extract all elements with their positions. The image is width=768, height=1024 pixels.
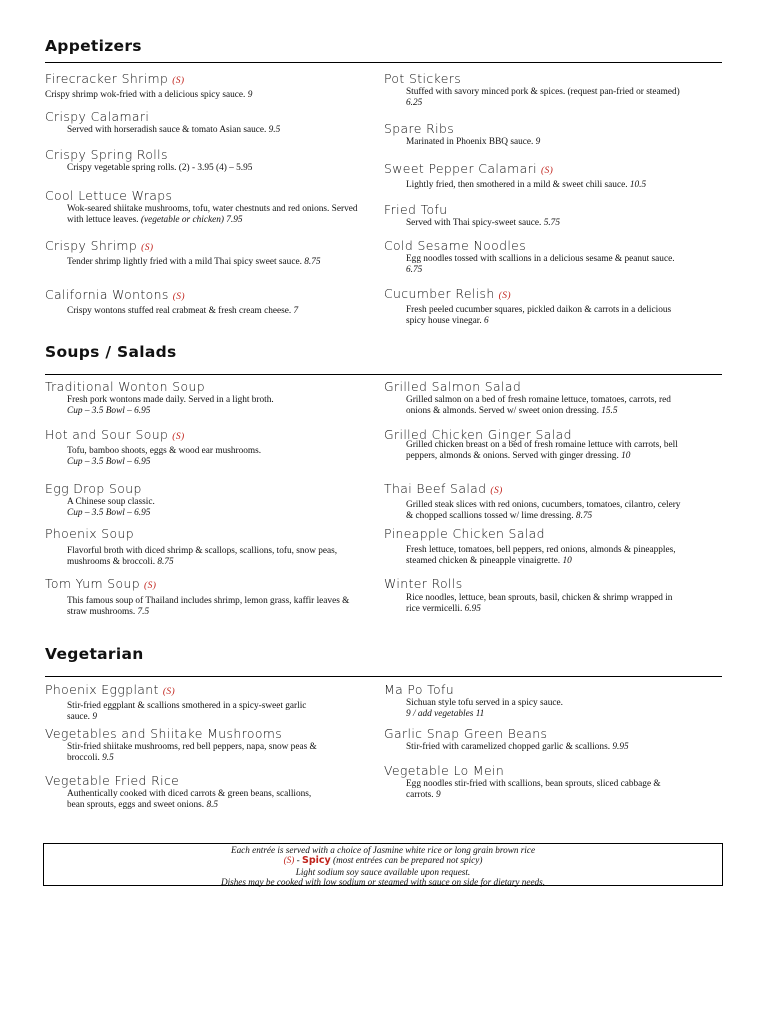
item-desc: Grilled salmon on a bed of fresh romaine lettuce, tomatoes, carrots, red onions & almonds. Served w/ sweet onion dressing. (406, 395, 671, 416)
menu-item (384, 202, 684, 229)
menu-item (45, 71, 365, 101)
item-desc: Wok-seared shiitake mushrooms, tofu, water chestnuts and red onions. Served with lettuce leaves. (67, 204, 358, 225)
item-name: Egg Drop Soup (45, 481, 142, 496)
item-price: Cup – 3.5 Bowl – 6.95 (67, 457, 151, 467)
item-price: 8.75 (304, 257, 321, 267)
appetizers-rule (45, 62, 722, 63)
menu-item (384, 71, 684, 109)
item-name: Vegetable Fried Rice (45, 773, 180, 788)
item-desc: Egg noodles tossed with scallions in a delicious sesame & peanut sauce. (406, 254, 675, 264)
item-name: Phoenix Soup (45, 526, 135, 541)
item-name: Vegetables and Shiitake Mushrooms (45, 726, 283, 741)
menu-item (45, 188, 365, 226)
item-desc: Served with Thai spicy-sweet sauce. (406, 218, 542, 228)
item-name: Spare Ribs (384, 121, 455, 136)
footer-note (43, 843, 723, 886)
menu-item (384, 121, 684, 148)
item-desc: Authentically cooked with diced carrots & green beans, scallions, bean sprouts, eggs and sweet onions. (67, 789, 312, 810)
item-desc: This famous soup of Thailand includes shrimp, lemon grass, kaffir leaves & straw mushrooms. (67, 596, 350, 617)
menu-item (45, 481, 365, 519)
item-name: Pineapple Chicken Salad (384, 526, 545, 541)
spicy-marker: (S) (172, 292, 185, 302)
item-desc: Marinated in Phoenix BBQ sauce. (406, 137, 534, 147)
menu-item (384, 379, 684, 417)
item-name: Sweet Pepper Calamari (384, 161, 537, 176)
item-price: 8.75 (575, 511, 593, 521)
item-name: California Wontons (45, 287, 169, 302)
item-name: Cold Sesame Noodles (384, 238, 527, 253)
item-desc: A Chinese soup classic. (67, 497, 155, 507)
item-desc: Stuffed with savory minced pork & spices. (request pan-fried or steamed) (406, 87, 680, 97)
appetizers-title: Appetizers (45, 37, 142, 55)
item-desc: Tender shrimp lightly fried with a mild Thai spicy sweet sauce. (67, 257, 302, 267)
item-name: Crispy Calamari (45, 109, 150, 124)
item-name: Ma Po Tofu (384, 682, 455, 697)
spicy-marker: (S) (172, 432, 185, 442)
item-price: 7.5 (137, 607, 150, 617)
item-price: 7 (293, 306, 299, 316)
item-desc: Flavorful broth with diced shrimp & scallops, scallions, tofu, snow peas, mushrooms & broccoli. (67, 546, 338, 567)
item-name: Grilled Chicken Ginger Salad (384, 427, 572, 442)
spicy-marker: (S) (144, 581, 157, 591)
item-desc: Crispy shrimp wok-fried with a delicious spicy sauce. (45, 90, 246, 100)
menu-item (45, 379, 365, 417)
item-price: 9 / add vegetables 11 (406, 709, 485, 719)
item-name: Pot Stickers (384, 71, 462, 86)
item-name: Winter Rolls (384, 576, 463, 591)
footer-line-dietary: Dishes may be cooked with low sodium or steamed with sauce on side for dietary needs. (220, 877, 546, 888)
menu-item (45, 287, 365, 317)
menu-item (384, 427, 684, 462)
item-name: Vegetable Lo Mein (384, 763, 505, 778)
menu-item (384, 161, 684, 191)
spicy-label: Spicy (302, 855, 331, 867)
item-price: 9.5 (268, 125, 281, 135)
menu-item (384, 526, 684, 567)
menu-item (45, 576, 365, 618)
item-name: Hot and Sour Soup (45, 427, 169, 442)
menu-item (45, 682, 365, 723)
menu-item (384, 576, 684, 615)
soups-rule (45, 374, 722, 375)
item-desc: Grilled steak slices with red onions, cucumbers, tomatoes, cilantro, celery & chopped scallions tossed w/ lime dressing. (406, 500, 681, 521)
menu-item (45, 526, 365, 568)
menu-item (384, 238, 684, 276)
item-price: 9.5 (102, 753, 114, 763)
spicy-note: (most entrées can be prepared not spicy) (333, 855, 483, 866)
item-name: Grilled Salmon Salad (384, 379, 522, 394)
item-desc: Crispy vegetable spring rolls. (2) - 3.95 (4) – 5.95 (67, 163, 253, 173)
item-price: 6 (483, 316, 489, 326)
item-name: Cucumber Relish (384, 286, 495, 301)
spicy-marker: (S) (283, 855, 295, 866)
menu-item (384, 481, 684, 522)
soups-title: Soups / Salads (45, 343, 177, 361)
item-price: 8.75 (157, 557, 174, 567)
item-desc: Stir-fried eggplant & scallions smothered in a spicy-sweet garlic sauce. (67, 701, 307, 722)
item-name: Garlic Snap Green Beans (384, 726, 548, 741)
footer-line-spicy: (S) - Spicy (most entrées can be prepared not spicy) (283, 855, 483, 867)
item-price: Cup – 3.5 Bowl – 6.95 (67, 406, 151, 416)
item-desc: Sichuan style tofu served in a spicy sauce. (406, 698, 563, 708)
item-desc: Fresh lettuce, tomatoes, bell peppers, red onions, almonds & pineapples, steamed chicken & pineapple vinaigrette. (406, 545, 676, 566)
item-name: Tom Yum Soup (45, 576, 141, 591)
item-name: Crispy Shrimp (45, 238, 138, 253)
item-desc: Lightly fried, then smothered in a mild & sweet chili sauce. (406, 180, 628, 190)
item-price: 6.25 (406, 98, 423, 108)
spicy-marker: (S) (162, 687, 176, 697)
item-price: 9 (247, 90, 253, 100)
menu-item (45, 773, 365, 811)
item-price: 9 (92, 712, 97, 722)
item-price: 10 (621, 451, 631, 461)
menu-item (45, 427, 365, 468)
menu-item (45, 109, 365, 136)
item-price: 9.95 (612, 742, 629, 752)
spicy-marker: (S) (490, 486, 503, 496)
item-price: 9 (435, 790, 441, 800)
item-desc: Stir-fried shiitake mushrooms, red bell peppers, napa, snow peas & broccoli. (67, 742, 317, 763)
item-name: Phoenix Eggplant (45, 682, 159, 697)
item-desc: Crispy wontons stuffed real crabmeat & fresh cream cheese. (67, 306, 292, 316)
item-price: 5.75 (543, 218, 560, 228)
item-name: Cool Lettuce Wraps (45, 188, 173, 203)
item-price: 10 (562, 556, 572, 566)
menu-item (45, 238, 365, 268)
spicy-marker: (S) (141, 243, 154, 253)
item-desc: Rice noodles, lettuce, bean sprouts, basil, chicken & shrimp wrapped in rice vermicelli. (406, 593, 673, 614)
item-name: Fried Tofu (384, 202, 448, 217)
item-price: 15.5 (601, 406, 618, 416)
item-desc: Fresh peeled cucumber squares, pickled daikon & carrots in a delicious spicy house vinegar. (406, 305, 672, 326)
menu-item (384, 286, 684, 327)
item-name: Traditional Wonton Soup (45, 379, 206, 394)
item-name: Firecracker Shrimp (45, 71, 169, 86)
item-desc: Tofu, bamboo shoots, eggs & wood ear mushrooms. (67, 446, 262, 456)
item-desc: Served with horseradish sauce & tomato Asian sauce. (67, 125, 267, 135)
item-price: 6.75 (406, 265, 423, 275)
item-price: 6.95 (464, 604, 481, 614)
menu-item (45, 726, 365, 764)
footer-line-rice: Each entrée is served with a choice of Jasmine white rice or long grain brown rice (230, 845, 536, 855)
spicy-marker: (S) (498, 291, 511, 301)
menu-item (384, 682, 684, 720)
item-price: (vegetable or chicken) 7.95 (140, 215, 243, 225)
spicy-marker: (S) (172, 76, 185, 86)
item-desc: Fresh pork wontons made daily. Served in a light broth. (67, 395, 274, 405)
item-name: Crispy Spring Rolls (45, 147, 168, 162)
item-desc: Grilled chicken breast on a bed of fresh romaine lettuce with carrots, bell peppers, almonds & onions. Served with ginger dressing. (406, 440, 678, 461)
item-desc: Egg noodles stir-fried with scallions, bean sprouts, sliced cabbage & carrots. (406, 779, 661, 800)
item-price: Cup – 3.5 Bowl – 6.95 (67, 508, 151, 518)
footer-line-soy: Light sodium soy sauce available upon request. (295, 866, 471, 877)
item-price: 8.5 (206, 800, 219, 810)
item-price: 9 (535, 137, 541, 147)
vegetarian-title: Vegetarian (45, 645, 144, 663)
menu-item (45, 147, 365, 174)
item-name: Thai Beef Salad (384, 481, 487, 496)
item-price: 10.5 (629, 180, 647, 190)
menu-item (384, 726, 684, 753)
vegetarian-rule (45, 676, 722, 677)
spicy-marker: (S) (540, 166, 554, 176)
item-desc: Stir-fried with caramelized chopped garlic & scallions. (406, 742, 611, 752)
menu-item (384, 763, 684, 801)
